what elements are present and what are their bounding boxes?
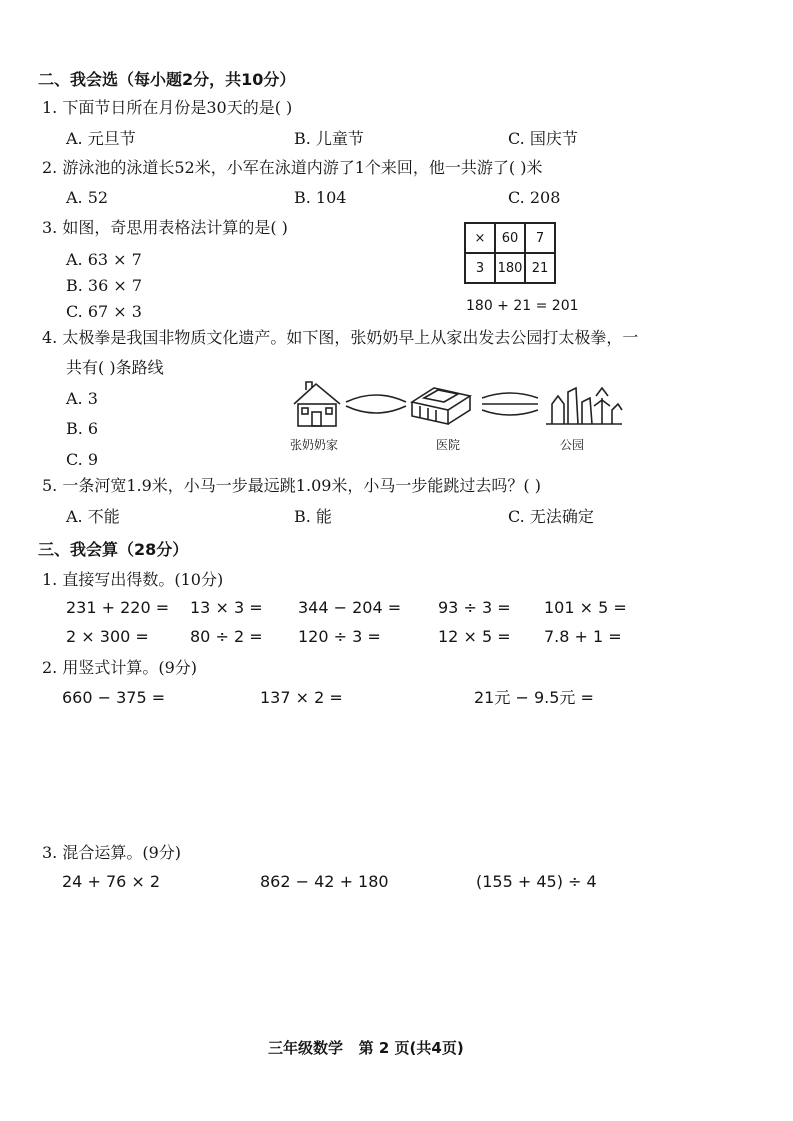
question-5-option-c: C. 无法确定 <box>508 507 594 526</box>
mental-math-item: 7.8 + 1 = <box>544 627 622 646</box>
mental-math-item: 80 ÷ 2 = <box>190 627 263 646</box>
question-4-text-line2: 共有( )条路线 <box>66 358 164 377</box>
route-label-park: 公园 <box>560 438 585 452</box>
part-2-title: 2. 用竖式计算。(9分) <box>42 658 198 677</box>
question-1-option-a: A. 元旦节 <box>66 129 136 148</box>
page-footer: 三年级数学 第 2 页(共4页) <box>268 1039 464 1057</box>
route-illustration <box>288 376 628 436</box>
grid-cell: 7 <box>525 223 555 253</box>
mental-math-item: 13 × 3 = <box>190 598 263 617</box>
section-2-heading: 二、我会选（每小题2分，共10分） <box>38 70 296 89</box>
grid-cell: × <box>465 223 495 253</box>
question-3-option-a: A. 63 × 7 <box>66 250 142 269</box>
question-3-text: 3. 如图，奇思用表格法计算的是( ) <box>42 218 288 237</box>
mixed-operation-item: 24 + 76 × 2 <box>62 872 161 891</box>
mental-math-item: 344 − 204 = <box>298 598 402 617</box>
vertical-calc-item: 21元 − 9.5元 = <box>474 688 594 707</box>
question-4-option-b: B. 6 <box>66 419 99 438</box>
question-2-option-a: A. 52 <box>66 188 109 207</box>
route-lines-hospital-park <box>482 393 538 415</box>
mental-math-item: 93 ÷ 3 = <box>438 598 511 617</box>
section-3-heading: 三、我会算（28分） <box>38 540 189 559</box>
vertical-calc-item: 660 − 375 = <box>62 688 166 707</box>
question-1-option-c: C. 国庆节 <box>508 129 578 148</box>
mental-math-item: 12 × 5 = <box>438 627 511 646</box>
route-label-hospital: 医院 <box>436 438 461 452</box>
mental-math-item: 101 × 5 = <box>544 598 627 617</box>
part-1-title: 1. 直接写出得数。(10分) <box>42 570 224 589</box>
route-lines-home-hospital <box>346 395 406 413</box>
grid-sum: 180 + 21 = 201 <box>466 298 579 314</box>
hospital-icon <box>412 388 470 424</box>
multiplication-table-grid <box>464 222 556 284</box>
question-4-text-line1: 4. 太极拳是我国非物质文化遗产。如下图，张奶奶早上从家出发去公园打太极拳，一 <box>42 328 639 347</box>
question-5-option-a: A. 不能 <box>66 507 120 526</box>
question-4-option-a: A. 3 <box>66 389 98 408</box>
grid-cell: 21 <box>525 253 555 283</box>
part-3-title: 3. 混合运算。(9分) <box>42 843 182 862</box>
question-3-option-c: C. 67 × 3 <box>66 302 142 321</box>
park-icon <box>546 388 622 424</box>
house-icon <box>294 382 340 426</box>
question-5-option-b: B. 能 <box>294 507 332 526</box>
question-2-option-c: C. 208 <box>508 188 561 207</box>
question-1-text: 1. 下面节日所在月份是30天的是( ) <box>42 98 293 117</box>
question-3-option-b: B. 36 × 7 <box>66 276 143 295</box>
grid-cell: 180 <box>495 253 525 283</box>
mixed-operation-item: (155 + 45) ÷ 4 <box>476 872 597 891</box>
question-4-option-c: C. 9 <box>66 450 99 469</box>
mental-math-item: 120 ÷ 3 = <box>298 627 381 646</box>
route-label-home: 张奶奶家 <box>290 438 339 452</box>
mental-math-item: 231 + 220 = <box>66 598 170 617</box>
question-2-option-b: B. 104 <box>294 188 347 207</box>
vertical-calc-item: 137 × 2 = <box>260 688 343 707</box>
question-5-text: 5. 一条河宽1.9米，小马一步最远跳1.09米，小马一步能跳过去吗？( ) <box>42 476 541 495</box>
question-2-text: 2. 游泳池的泳道长52米，小军在泳道内游了1个来回，他一共游了( )米 <box>42 158 543 177</box>
grid-cell: 3 <box>465 253 495 283</box>
question-1-option-b: B. 儿童节 <box>294 129 364 148</box>
mixed-operation-item: 862 − 42 + 180 <box>260 872 389 891</box>
grid-cell: 60 <box>495 223 525 253</box>
mental-math-item: 2 × 300 = <box>66 627 149 646</box>
